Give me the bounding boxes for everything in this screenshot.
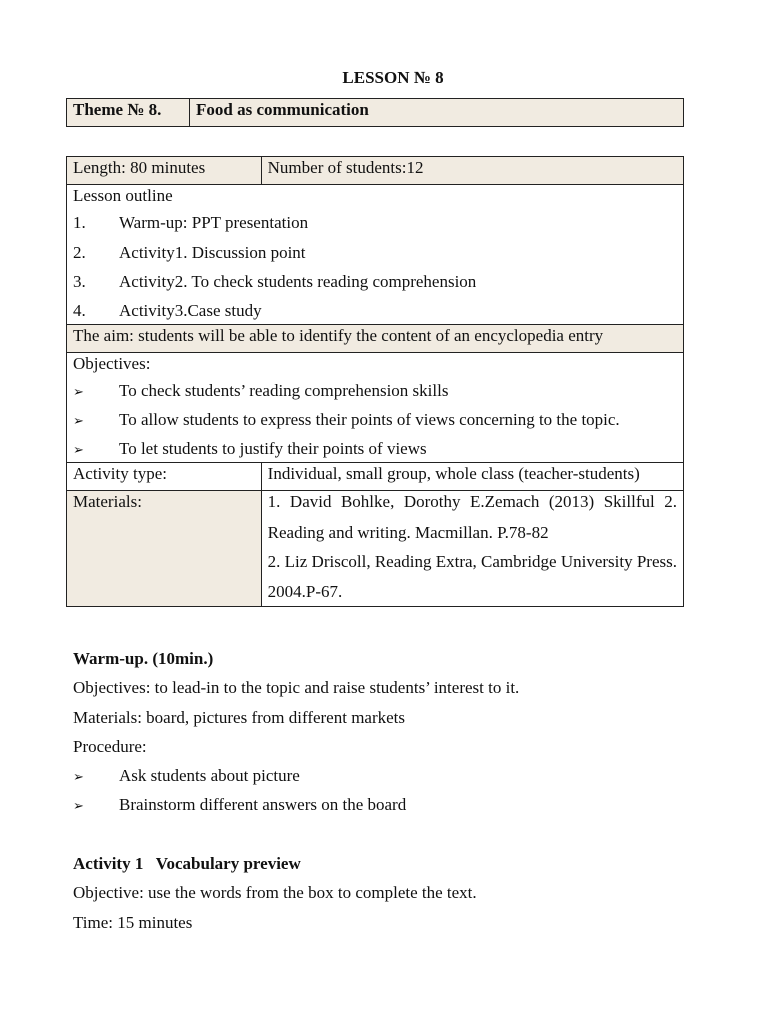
- lesson-plan-table: [66, 156, 684, 607]
- page-title: LESSON № 8: [342, 68, 444, 87]
- outline-item: 1. Warm-up: PPT presentation: [73, 213, 309, 232]
- materials-line: 2. Liz Driscoll, Reading Extra, Cambridge University Press.: [267, 552, 677, 571]
- procedure-step: ➢ Ask students about picture: [73, 761, 693, 790]
- activity-type-label: Activity type:: [67, 462, 262, 490]
- materials-label: Materials:: [67, 490, 262, 607]
- warmup-objectives: Objectives: to lead-in to the topic and raise students’ interest to it.: [73, 678, 520, 698]
- activity1-section: [73, 849, 693, 937]
- activity-type-value: Individual, small group, whole class (teacher-students): [261, 462, 683, 490]
- arrow-bullet-icon: ➢: [73, 770, 84, 786]
- warmup-section: [73, 644, 693, 820]
- length-cell: Length: 80 minutes: [67, 157, 262, 185]
- theme-label: Theme № 8.: [67, 99, 190, 127]
- objective-item: ➢ To let students to justify their points of views: [73, 435, 677, 462]
- warmup-materials: Materials: board, pictures from different markets: [73, 707, 406, 727]
- activity1-heading: Activity 1 Vocabulary preview: [73, 854, 301, 873]
- outline-item: 3. Activity2. To check students reading comprehension: [73, 272, 477, 291]
- theme-value: Food as communication: [190, 99, 684, 127]
- arrow-bullet-icon: ➢: [73, 414, 84, 429]
- arrow-bullet-icon: ➢: [73, 442, 84, 458]
- outline-heading: Lesson outline: [73, 186, 173, 205]
- objectives-cell: [67, 352, 684, 462]
- students-cell: Number of students:12: [261, 157, 683, 185]
- procedure-step: ➢ Brainstorm different answers on the board: [73, 790, 693, 819]
- materials-value: [261, 490, 683, 607]
- theme-table: [66, 98, 684, 127]
- outline-item: 4. Activity3.Case study: [73, 300, 262, 320]
- objective-item: ➢ To allow students to express their points of views concerning to the topic.: [73, 405, 677, 435]
- outline-item: 2. Activity1. Discussion point: [73, 242, 306, 262]
- materials-line: 1. David Bohlke, Dorothy E.Zemach (2013) Skillful 2.: [267, 491, 677, 511]
- lesson-outline-cell: [67, 185, 684, 325]
- aim-cell: The aim: students will be able to identify the content of an encyclopedia entry: [67, 324, 684, 352]
- warmup-procedure: Procedure:: [73, 736, 147, 756]
- objective-item: ➢ To check students’ reading comprehension skills: [73, 376, 677, 406]
- materials-line: 2004.P-67.: [267, 581, 343, 601]
- materials-line: Reading and writing. Macmillan. P.78-82: [267, 522, 549, 542]
- warmup-heading: Warm-up. (10min.): [73, 649, 214, 668]
- arrow-bullet-icon: ➢: [73, 799, 84, 815]
- activity1-objective: Objective: use the words from the box to complete the text.: [73, 883, 477, 903]
- arrow-bullet-icon: ➢: [73, 384, 84, 400]
- activity1-time: Time: 15 minutes: [73, 912, 193, 932]
- objectives-heading: Objectives:: [73, 353, 151, 373]
